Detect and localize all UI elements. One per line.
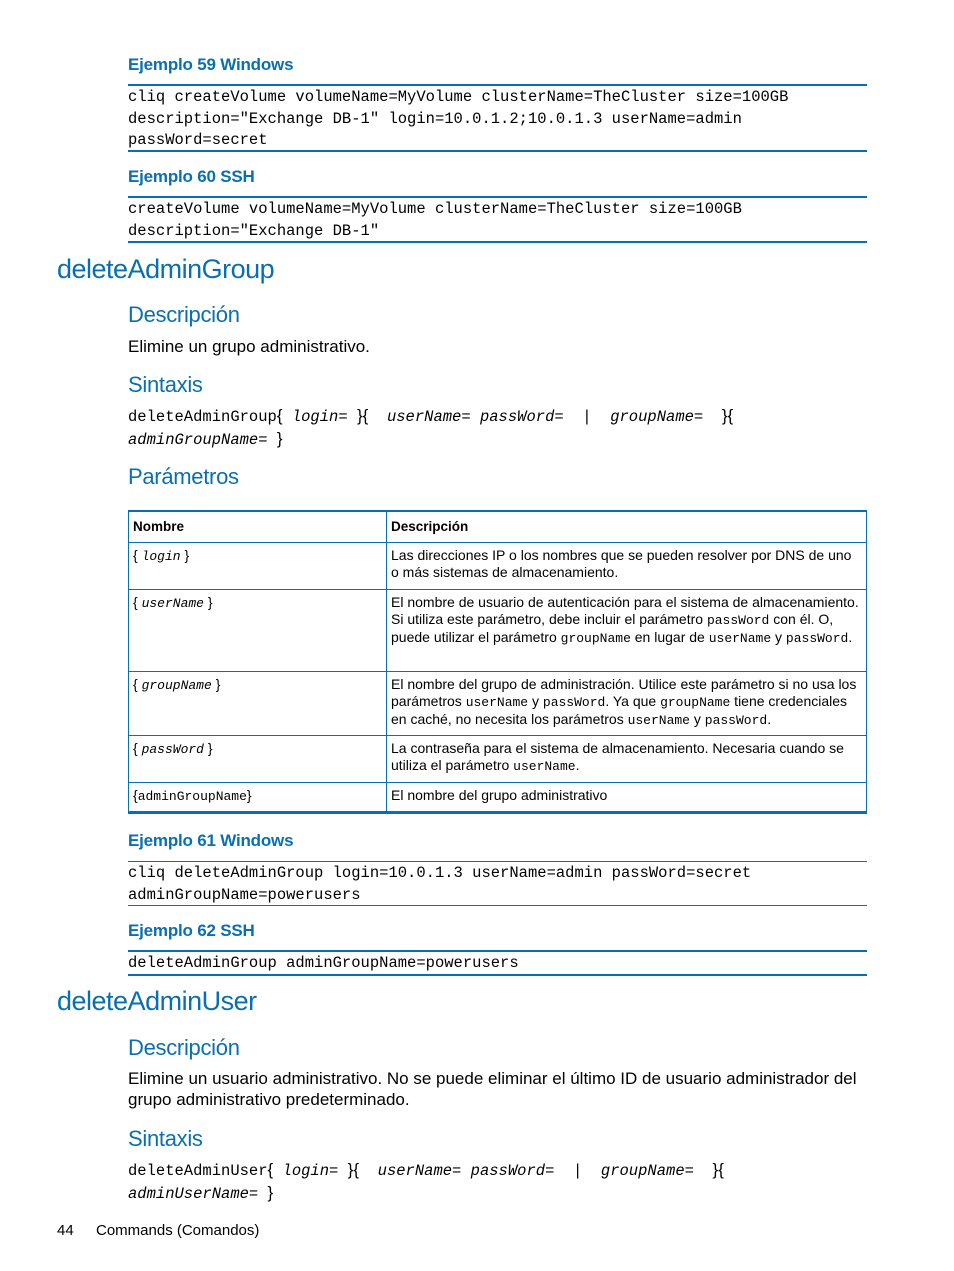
- syntax-command: deleteAdminGroup: [128, 408, 277, 426]
- syntax-brace: {: [267, 1160, 274, 1179]
- syntax-command: deleteAdminUser: [128, 1162, 268, 1180]
- code: userName: [513, 759, 576, 774]
- text: . Ya que: [605, 693, 661, 709]
- param-description: El nombre del grupo administrativo: [387, 783, 867, 813]
- table-row: [129, 543, 867, 590]
- text: y: [690, 711, 705, 727]
- example-61-code: cliq deleteAdminGroup login=10.0.1.3 userName=admin passWord=secret adminGroupName=powerusers: [128, 861, 867, 906]
- section-heading-deleteadminuser: deleteAdminUser: [57, 986, 257, 1016]
- syntax-brace: }: [276, 429, 283, 448]
- syntax-heading: Sintaxis: [128, 372, 203, 397]
- text: .: [848, 629, 853, 645]
- table-row: [129, 736, 867, 783]
- text: en lugar de: [630, 629, 709, 645]
- code: passWord: [706, 613, 770, 628]
- syntax-admingroupname: adminGroupName=: [128, 431, 268, 449]
- code: userName: [465, 695, 529, 710]
- param-description: [387, 736, 867, 783]
- syntax-block: [128, 405, 870, 451]
- description-text: Elimine un grupo administrativo.: [128, 337, 370, 356]
- description-text: Elimine un usuario administrativo. No se puede eliminar el último ID de usuario administrador del grupo administrativo predeterminado.: [128, 1069, 857, 1109]
- param-description: [387, 672, 867, 736]
- table-row: [129, 783, 867, 813]
- code: passWord: [704, 713, 768, 728]
- text: .: [767, 711, 772, 727]
- syntax-block: [128, 1159, 870, 1205]
- syntax-groupname: groupName=: [600, 1162, 694, 1180]
- page-number: 44: [57, 1222, 74, 1239]
- description-heading: Descripción: [128, 302, 240, 327]
- text: y: [528, 693, 543, 709]
- syntax-groupname: groupName=: [610, 408, 704, 426]
- footer-section-title: Commands (Comandos): [96, 1222, 260, 1239]
- brace: }: [215, 676, 221, 692]
- column-header-name: Nombre: [129, 511, 387, 543]
- brace: {: [133, 676, 138, 692]
- brace: }: [184, 547, 190, 563]
- syntax-heading: Sintaxis: [128, 1126, 203, 1151]
- parameters-table: [128, 510, 867, 814]
- example-59-title: Ejemplo 59 Windows: [128, 55, 294, 74]
- text: El nombre de usuario de autenticación para el sistema de almacenamiento. Si utiliza este parámetro, debe incluir el parámetro: [391, 594, 859, 627]
- code: groupName: [660, 695, 731, 710]
- syntax-brace: {: [718, 1160, 724, 1179]
- example-62-code: deleteAdminGroup adminGroupName=powerusers: [128, 950, 867, 976]
- brace: }: [207, 740, 213, 756]
- param-name-cell: [129, 783, 387, 813]
- syntax-username-password: userName= passWord=: [377, 1162, 555, 1180]
- parameters-heading: Parámetros: [128, 464, 239, 489]
- code: groupName: [560, 631, 631, 646]
- description-heading: Descripción: [128, 1035, 240, 1060]
- text: con él. O, puede utilizar el parámetro: [391, 611, 834, 645]
- table-row: [129, 590, 867, 672]
- column-header-description: Descripción: [387, 511, 867, 543]
- param-name-cell: [129, 543, 387, 590]
- brace: {: [133, 547, 138, 563]
- syntax-brace: {: [727, 406, 734, 425]
- table-row: [129, 672, 867, 736]
- syntax-brace: }: [712, 1160, 719, 1179]
- code: passWord: [785, 631, 849, 646]
- syntax-brace: }: [267, 1183, 274, 1202]
- text: .: [575, 757, 580, 773]
- param-name: passWord: [141, 742, 204, 757]
- syntax-username-password: userName= passWord=: [386, 408, 564, 426]
- text: La contraseña para el sistema de almacenamiento. Necesaria cuando se utiliza el parámetro: [391, 740, 844, 773]
- syntax-pipe: |: [582, 408, 592, 426]
- syntax-brace: }: [721, 406, 728, 425]
- brace: }: [207, 594, 213, 610]
- syntax-brace: {: [362, 406, 369, 425]
- brace: {: [133, 740, 138, 756]
- param-description: Las direcciones IP o los nombres que se pueden resolver por DNS de uno o más sistemas de almacenamiento.: [387, 543, 867, 590]
- example-59-code: cliq createVolume volumeName=MyVolume clusterName=TheCluster size=100GB description="Exchange DB-1" login=10.0.1.2;10.0.1.3 userName=admin passWord=secret: [128, 84, 867, 152]
- section-heading-deleteadmingroup: deleteAdminGroup: [57, 254, 275, 284]
- code: userName: [708, 631, 772, 646]
- code: userName: [627, 713, 690, 728]
- brace: {: [133, 787, 138, 803]
- param-name: login: [141, 549, 181, 564]
- syntax-pipe: |: [572, 1162, 583, 1180]
- text: El nombre del grupo de administración. Utilice este parámetro si no usa los parámetros: [391, 676, 857, 709]
- syntax-brace: {: [353, 1160, 360, 1179]
- table-header-row: [129, 511, 867, 543]
- param-name: groupName: [141, 678, 212, 693]
- text: tiene credenciales en caché, no necesita los parámetros: [391, 693, 848, 727]
- syntax-login: login=: [282, 1162, 339, 1180]
- example-61-title: Ejemplo 61 Windows: [128, 831, 294, 850]
- code: passWord: [542, 695, 606, 710]
- text: y: [771, 629, 786, 645]
- syntax-brace: }: [356, 406, 363, 425]
- syntax-brace: }: [347, 1160, 354, 1179]
- brace: }: [246, 787, 252, 803]
- syntax-login: login=: [291, 408, 348, 426]
- example-60-title: Ejemplo 60 SSH: [128, 167, 255, 186]
- param-name-cell: [129, 590, 387, 672]
- example-60-code: createVolume volumeName=MyVolume clusterName=TheCluster size=100GB description="Exchange DB-1": [128, 196, 867, 243]
- param-description: [387, 590, 867, 672]
- param-name-cell: [129, 736, 387, 783]
- param-name: adminGroupName: [137, 789, 247, 804]
- brace: {: [133, 594, 138, 610]
- example-62-title: Ejemplo 62 SSH: [128, 921, 255, 940]
- param-name-cell: [129, 672, 387, 736]
- syntax-brace: {: [276, 406, 283, 425]
- syntax-adminusername: adminUserName=: [128, 1185, 259, 1203]
- param-name: userName: [141, 596, 204, 611]
